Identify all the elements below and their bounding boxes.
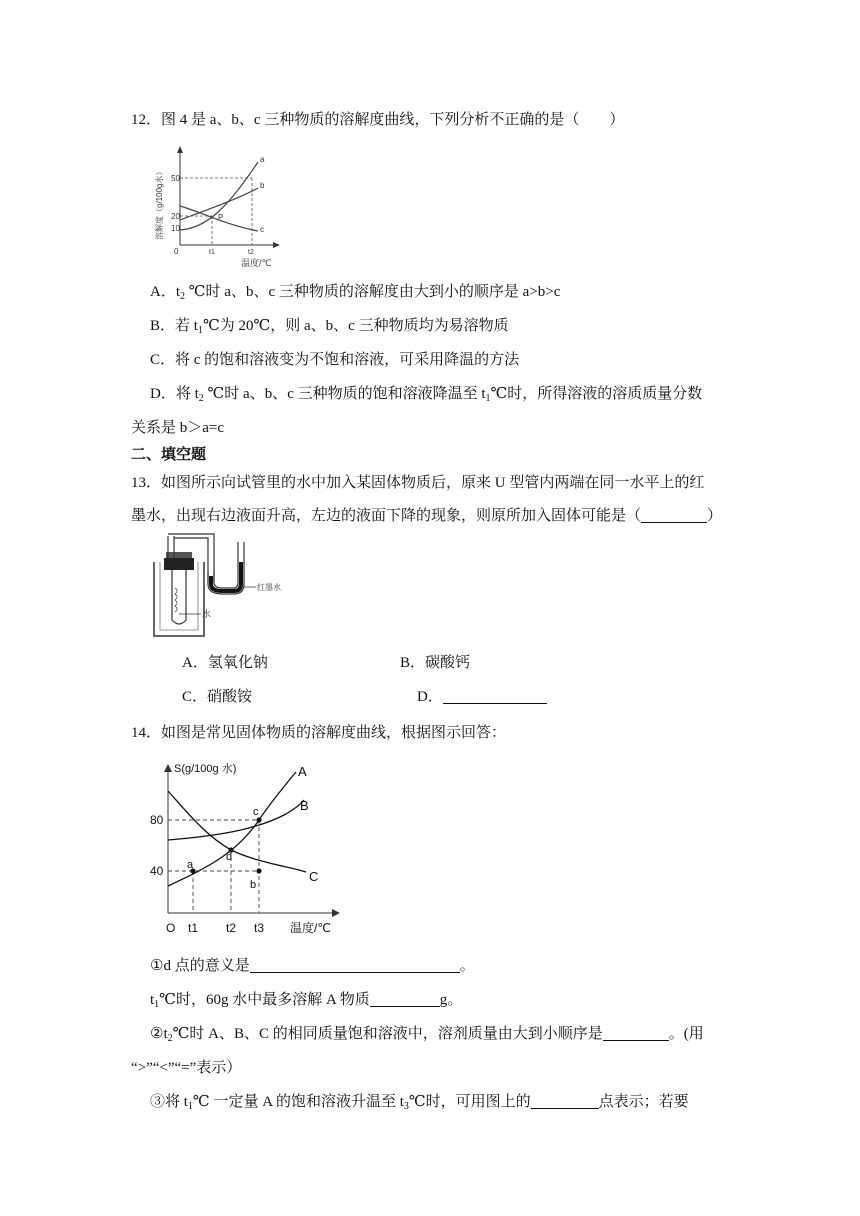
svg-text:t2: t2 bbox=[226, 921, 237, 935]
q12-option-b: B．若 $t_1℃$为 20℃，则 a、b、c 三种物质均为易溶物质 bbox=[150, 318, 509, 336]
q12-solubility-chart bbox=[146, 140, 286, 270]
q13-option-c: C．硝酸铵 bbox=[182, 689, 253, 705]
svg-text:t1: t1 bbox=[209, 249, 215, 256]
q14-sub1: ①d 点的意义是 。 bbox=[150, 958, 475, 974]
q13-stem-line1: 13．如图所示向试管里的水中加入某固体物质后，原来 U 型管内两端在同一水平上的红 bbox=[131, 475, 705, 491]
q12-xlabel: 温度/℃ bbox=[241, 258, 272, 268]
q14-sub2: $②t_2℃$时 A、B、C 的相同质量饱和溶液中，溶剂质量由大到小顺序是 。(用 bbox=[150, 1026, 704, 1044]
q14-sub2-blank[interactable] bbox=[603, 1024, 669, 1041]
q13-ink-label: 红墨水 bbox=[257, 583, 281, 592]
point-label-p: P bbox=[218, 213, 224, 222]
q13-option-d-blank[interactable] bbox=[443, 687, 547, 704]
curve-label-c: c bbox=[260, 225, 264, 234]
point-label-a: a bbox=[187, 859, 194, 871]
curve-label-A: A bbox=[298, 764, 307, 779]
q14-origin: O bbox=[166, 921, 176, 935]
q12-stem: 12．图 4 是 a、b、c 三种物质的溶解度曲线，下列分析不正确的是（ ） bbox=[131, 112, 625, 128]
point-label-b: b bbox=[250, 879, 257, 891]
svg-text:10: 10 bbox=[171, 224, 180, 233]
q14-sub3-blank[interactable] bbox=[531, 1092, 599, 1109]
q13-answer-blank[interactable] bbox=[641, 506, 707, 523]
q14-sub1b-blank[interactable] bbox=[370, 990, 440, 1007]
svg-text:t2: t2 bbox=[248, 249, 254, 256]
q13-option-b: B．碳酸钙 bbox=[400, 655, 471, 671]
curve-label-b: b bbox=[260, 181, 265, 190]
q14-sub1b: $t_1℃$时，60g 水中最多溶解 A 物质 g。 bbox=[150, 992, 463, 1010]
q14-solubility-chart bbox=[146, 756, 346, 946]
svg-text:40: 40 bbox=[150, 864, 164, 878]
q14-sub1-blank[interactable] bbox=[250, 956, 460, 973]
q14-stem: 14．如图是常见固体物质的溶解度曲线，根据图示回答： bbox=[131, 725, 507, 741]
q13-option-d: D． bbox=[417, 687, 547, 707]
q13-option-a: A．氢氧化钠 bbox=[182, 655, 268, 671]
q13-water-label: 水 bbox=[202, 609, 212, 619]
curve-label-C: C bbox=[309, 869, 319, 884]
curve-label-a: a bbox=[260, 155, 265, 164]
svg-text:t1: t1 bbox=[188, 921, 199, 935]
curve-label-B: B bbox=[300, 798, 309, 813]
svg-text:t3: t3 bbox=[254, 921, 265, 935]
q14-sub2-line2: “>”“<”“=”表示） bbox=[131, 1060, 242, 1076]
q13-apparatus-figure bbox=[146, 532, 296, 642]
svg-text:80: 80 bbox=[150, 813, 164, 827]
q12-option-d: D．将 $t_2$ ℃时 a、b、c 三种物质的饱和溶液降温至 $t_1℃$时，所得溶液的溶质质量分数 bbox=[150, 386, 703, 404]
point-label-c: c bbox=[253, 806, 259, 818]
q12-ylabel: 溶解度（g/100g水） bbox=[155, 167, 164, 240]
q12-option-c: C．将 c 的饱和溶液变为不饱和溶液，可采用降温的方法 bbox=[150, 352, 520, 368]
q12-option-d-line2: 关系是 b＞a=c bbox=[131, 420, 225, 436]
q14-sub3: ③将 $t_1℃$ 一定量 A 的饱和溶液升温至 $t_3℃$时，可用图上的 点表示；若要 bbox=[150, 1094, 689, 1112]
q13-stem-line2: 墨水，出现右边液面升高，左边的液面下降的现象，则原所加入固体可能是（ ） bbox=[131, 508, 723, 524]
section-title: 二、填空题 bbox=[131, 446, 207, 463]
q12-option-a: A．$t_2$ ℃时 a、b、c 三种物质的溶解度由大到小的顺序是 a>b>c bbox=[150, 284, 561, 302]
q14-xlabel: 温度/℃ bbox=[290, 921, 331, 935]
svg-text:0: 0 bbox=[174, 247, 179, 256]
point-label-d: d bbox=[226, 851, 233, 863]
svg-text:20: 20 bbox=[171, 212, 180, 221]
svg-text:50: 50 bbox=[171, 174, 180, 183]
q14-ylabel: S(g/100g 水) bbox=[174, 763, 237, 775]
